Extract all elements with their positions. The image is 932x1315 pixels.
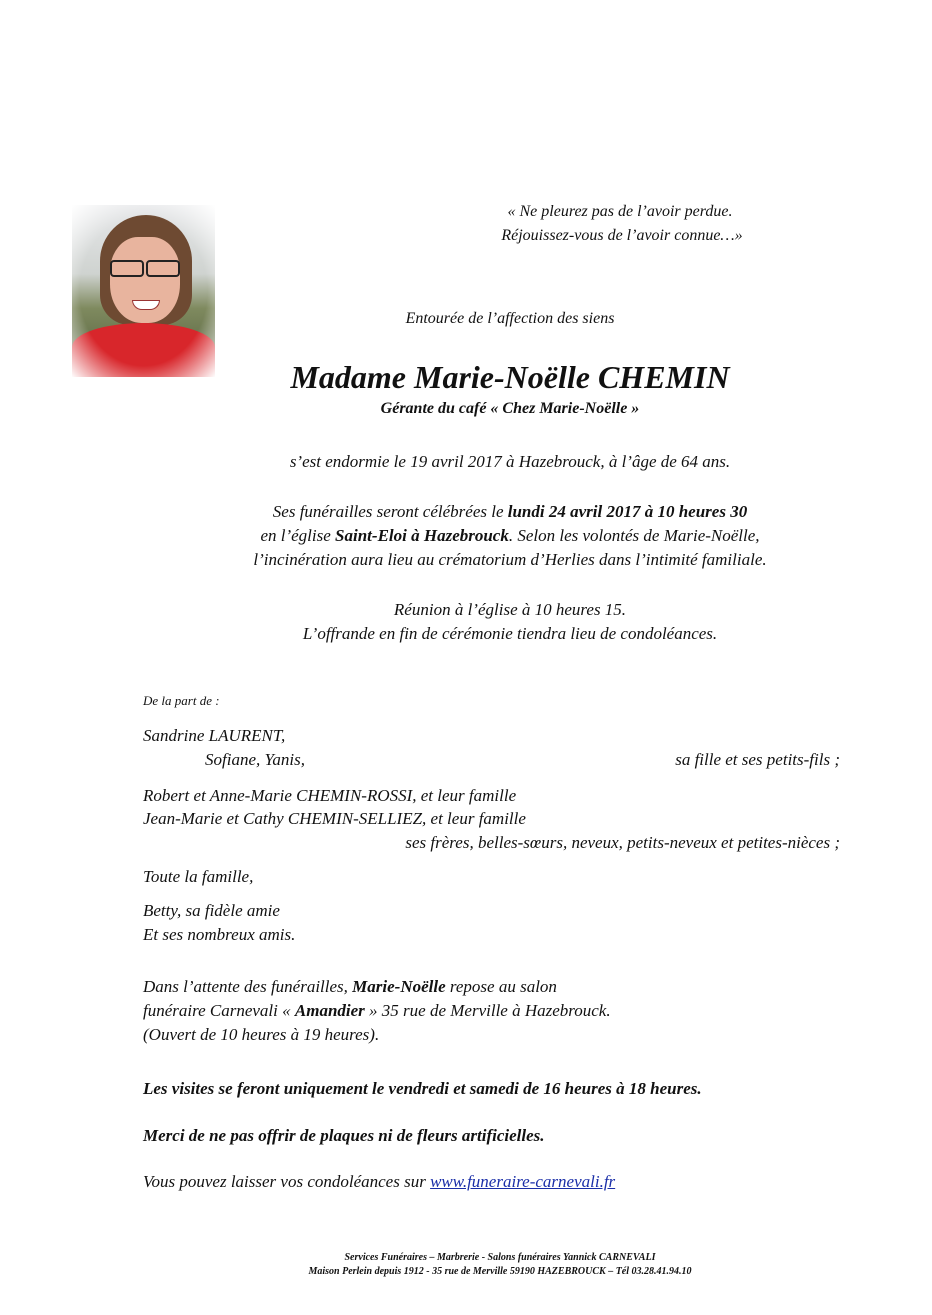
- condolences-link[interactable]: www.funeraire-carnevali.fr: [430, 1172, 616, 1191]
- family-friends: Et ses nombreux amis.: [143, 925, 296, 944]
- salon-line-1: Dans l’attente des funérailles, Marie-Noëlle repose au salon: [143, 977, 557, 996]
- deceased-role: Gérante du café « Chez Marie-Noëlle »: [380, 400, 640, 417]
- visits-notice: Les visites se feront uniquement le vendredi et samedi de 16 heures à 18 heures.: [143, 1079, 702, 1098]
- death-announcement: s’est endormie le 19 avril 2017 à Hazebrouck, à l’âge de 64 ans.: [289, 452, 731, 471]
- condolences-line: Vous pouvez laisser vos condoléances sur www.funeraire-carnevali.fr: [143, 1172, 616, 1191]
- deceased-name: Madame Marie-Noëlle CHEMIN: [290, 359, 730, 395]
- family-sibling-1: Robert et Anne-Marie CHEMIN-ROSSI, et leur famille: [143, 786, 517, 805]
- from-label: De la part de :: [143, 693, 220, 708]
- family-all: Toute la famille,: [143, 867, 254, 886]
- footer-line-1: Services Funéraires – Marbrerie - Salons funéraires Yannick CARNEVALI: [344, 1252, 656, 1263]
- quote-line-1: « Ne pleurez pas de l’avoir perdue.: [507, 203, 733, 220]
- salon-line-3: (Ouvert de 10 heures à 19 heures).: [143, 1025, 380, 1044]
- family-sibling-relation: ses frères, belles-sœurs, neveux, petits-neveux et petites-nièces ;: [405, 833, 840, 852]
- funeral-line-1: Ses funérailles seront célébrées le lundi 24 avril 2017 à 10 heures 30: [272, 502, 748, 521]
- portrait-photo: [72, 205, 215, 377]
- intro-text: Entourée de l’affection des siens: [405, 310, 615, 327]
- footer-line-2: Maison Perlein depuis 1912 - 35 rue de Merville 59190 HAZEBROUCK – Tél 03.28.41.94.10: [308, 1266, 692, 1277]
- family-daughter: Sandrine LAURENT,: [143, 726, 286, 745]
- family-daughter-relation: sa fille et ses petits-fils ;: [675, 750, 840, 769]
- quote-line-2: Réjouissez-vous de l’avoir connue…»: [501, 227, 743, 244]
- meeting-line-2: L’offrande en fin de cérémonie tiendra lieu de condoléances.: [302, 624, 718, 643]
- meeting-line-1: Réunion à l’église à 10 heures 15.: [393, 600, 627, 619]
- funeral-line-3: l’incinération aura lieu au crématorium d’Herlies dans l’intimité familiale.: [253, 550, 767, 569]
- family-friend: Betty, sa fidèle amie: [143, 901, 280, 920]
- family-sibling-2: Jean-Marie et Cathy CHEMIN-SELLIEZ, et leur famille: [143, 809, 526, 828]
- no-plaques-notice: Merci de ne pas offrir de plaques ni de fleurs artificielles.: [143, 1126, 545, 1145]
- funeral-line-2: en l’église Saint-Eloi à Hazebrouck. Selon les volontés de Marie-Noëlle,: [260, 526, 760, 545]
- family-grandsons: Sofiane, Yanis,: [205, 750, 305, 769]
- salon-line-2: funéraire Carnevali « Amandier » 35 rue de Merville à Hazebrouck.: [143, 1001, 611, 1020]
